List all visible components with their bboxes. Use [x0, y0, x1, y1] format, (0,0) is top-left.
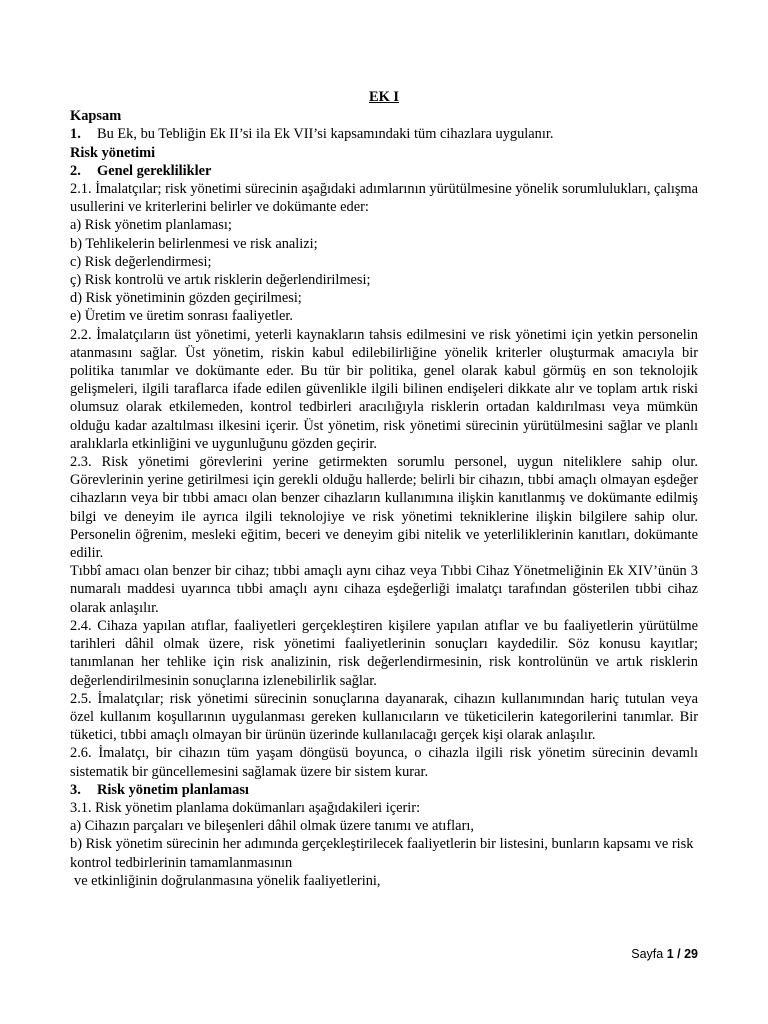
item-2-title: Genel gereklilikler	[97, 162, 212, 179]
item-2-number: 2.	[70, 162, 81, 179]
item-1-number: 1.	[70, 126, 81, 143]
list3-item-b-continuation: ve etkinliğinin doğrulanmasına yönelik faaliyetlerini,	[74, 872, 381, 889]
list3-item-a: a) Cihazın parçaları ve bileşenleri dâhil olmak üzere tanımı ve atıfları,	[70, 818, 474, 835]
list-item-c: c) Risk değerlendirmesi;	[70, 253, 212, 270]
page-separator: /	[677, 947, 681, 961]
item-3-number: 3.	[70, 781, 81, 798]
page-number	[631, 947, 698, 961]
paragraph-2-2: 2.2. İmalatçıların üst yönetimi, yeterli kaynakların tahsis edilmesini ve risk yönetimi için yetkin personelin atanmasını sağlar. Üst yönetim, riskin kabul edilebilirliğine yönelik kriterler oluşturmak amacıyla bir politika tanımlar ve dokümante eder. Bu tür bir politika, genel olarak kabul görmüş en son teknolojik gelişmeleri, ilgili taraflarca ifade edilen güvenlikle ilgili bilinen endişeleri dikkate alır ve toplam artık riski olumsuz olarak etkilemeden, kontrol tedbirleri aracılığıyla risklerin ortadan kaldırılması veya mümkün olduğu kadar azaltılması ilkesini içerir. Üst yönetim, risk yönetimi sürecinin yürütülmesini sağlar ve planlı aralıklarla etkinliğini ve uygunluğunu gözden geçirir.	[70, 326, 698, 452]
list-item-e: e) Üretim ve üretim sonrası faaliyetler.	[70, 308, 293, 325]
item-2-heading	[70, 162, 698, 180]
paragraph-2-6: 2.6. İmalatçı, bir cihazın tüm yaşam döngüsü boyunca, o cihazla ilgili risk yönetim sürecinin devamlı sistematik bir güncellemesini sağlamak üzere bir sistem kurar.	[70, 745, 698, 780]
item-1	[70, 125, 698, 143]
current-page: 1	[666, 947, 674, 961]
list3-item-b: b) Risk yönetim sürecinin her adımında gerçekleştirilecek faaliyetlerin bir listesini, bunların kapsamı ve risk kontrol tedbirlerinin tamamlanmasının	[70, 836, 694, 871]
list-item-cc: ç) Risk kontrolü ve artık risklerin değerlendirilmesi;	[70, 272, 371, 289]
document-page	[70, 88, 698, 890]
page-label: Sayfa	[631, 947, 664, 961]
list-item-a: a) Risk yönetim planlaması;	[70, 217, 232, 234]
kapsam-heading: Kapsam	[70, 108, 122, 125]
item-1-text: Bu Ek, bu Tebliğin Ek II’si ila Ek VII’si kapsamındaki tüm cihazlara uygulanır.	[97, 126, 554, 143]
risk-heading: Risk yönetimi	[70, 144, 156, 161]
total-pages: 29	[684, 947, 698, 961]
item-3-title: Risk yönetim planlaması	[97, 781, 249, 798]
list-item-d: d) Risk yönetiminin gözden geçirilmesi;	[70, 290, 302, 307]
paragraph-2-4: 2.4. Cihaza yapılan atıflar, faaliyetleri gerçekleştiren kişilere yapılan atıflar ve bu faaliyetlerin yürütülme tarihleri dâhil olmak üzere, risk yönetimi faaliyetlerinin sonuçları kaydedilir. Söz konusu kayıtlar; tanımlanan her tehlike için risk analizinin, risk değerlendirmesinin, risk kontrolünün ve artık risklerin değerlendirilmesinin sonuçlarına izlenebilirlik sağlar.	[70, 617, 698, 689]
annex-title: EK I	[369, 89, 399, 105]
list-item-b: b) Tehlikelerin belirlenmesi ve risk analizi;	[70, 235, 318, 252]
paragraph-3-1: 3.1. Risk yönetim planlama dokümanları aşağıdakileri içerir:	[70, 799, 421, 816]
item-3-heading	[70, 781, 698, 799]
paragraph-2-1: 2.1. İmalatçılar; risk yönetimi sürecinin aşağıdaki adımlarının yürütülmesine yönelik sorumlulukları, çalışma usullerini ve kriterlerini belirler ve dokümante eder:	[70, 181, 698, 216]
paragraph-2-3: 2.3. Risk yönetimi görevlerini yerine getirmekten sorumlu personel, uygun niteliklere sahip olur. Görevlerinin yerine getirilmesi için gerekli olduğu hallerde; belirli bir cihazın, tıbbi amaçlı olmayan eşdeğer cihazların veya bir tıbbi amacı olan benzer cihazların kullanımına ilişkin kanıtlanmış ve dokümante edilmiş bilgi ve deneyim ile ayrıca ilgili teknolojiye ve risk yönetimi tekniklerine ilişkin bilgilere sahip olur. Personelin öğrenim, mesleki eğitim, beceri ve deneyim gibi nitelik ve yeterliliklerinin kanıtları, dokümante edilir.	[70, 454, 698, 562]
paragraph-2-5: 2.5. İmalatçılar; risk yönetimi sürecinin sonuçlarına dayanarak, cihazın kullanımından hariç tutulan veya özel kullanım koşullarının uygulanması gereken kullanıcıların ve tüketicilerin kategorilerini tanımlar. Bir tüketici, tıbbi amaçlı olmayan bir ürünün üzerinde kullanılacağı gerçek kişi olarak anlaşılır.	[70, 690, 698, 744]
paragraph-tibbi: Tıbbî amacı olan benzer bir cihaz; tıbbi amaçlı aynı cihaz veya Tıbbi Cihaz Yönetmeliğinin Ek XIV’ünün 3 numaralı maddesi uyarınca tıbbi amaçlı aynı cihaza eşdeğerliği imalatçı tarafından gösterilen tıbbi cihaz olarak anlaşılır.	[70, 563, 698, 616]
